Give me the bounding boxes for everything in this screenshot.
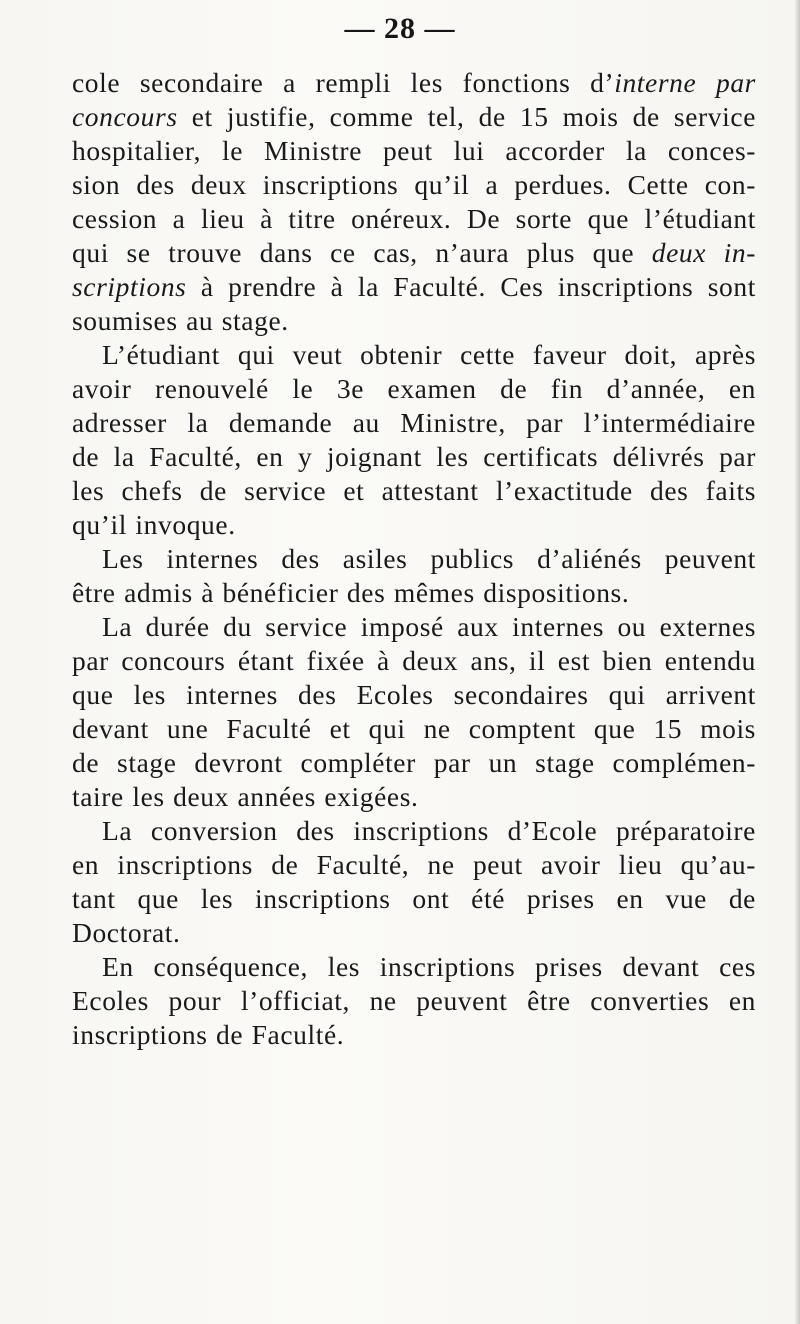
text-run: qu’il invoque. <box>72 509 236 540</box>
text-run: La durée du service imposé aux internes ou externes <box>102 611 756 642</box>
body-text <box>72 66 756 1052</box>
text-run: devant une Faculté et qui ne comptent que 15 mois <box>72 713 756 744</box>
text-run: hospitalier, le Ministre peut lui accorder la conces- <box>72 135 756 166</box>
text-line <box>72 236 756 270</box>
italic-text: interne par <box>614 67 756 98</box>
text-run: avoir renouvelé le 3e examen de fin d’année, en <box>72 373 756 404</box>
text-run: de stage devront compléter par un stage complémen- <box>72 747 756 778</box>
text-run: par concours étant fixée à deux ans, il est bien entendu <box>72 645 756 676</box>
text-run: La conversion des inscriptions d’Ecole préparatoire <box>102 815 756 846</box>
text-line <box>72 780 756 814</box>
text-run: à prendre à la Faculté. Ces inscriptions sont <box>186 271 756 302</box>
text-line <box>72 338 756 372</box>
text-line <box>72 576 756 610</box>
text-run: Ecoles pour l’officiat, ne peuvent être converties en <box>72 985 756 1016</box>
text-line <box>72 814 756 848</box>
text-line <box>72 916 756 950</box>
text-line <box>72 950 756 984</box>
text-line <box>72 100 756 134</box>
text-line <box>72 746 756 780</box>
text-line <box>72 508 756 542</box>
text-run: qui se trouve dans ce cas, n’aura plus que <box>72 237 652 268</box>
text-line <box>72 304 756 338</box>
text-line <box>72 678 756 712</box>
text-run: les chefs de service et attestant l’exactitude des faits <box>72 475 756 506</box>
text-line <box>72 440 756 474</box>
text-line <box>72 168 756 202</box>
text-run: et justifie, comme tel, de 15 mois de service <box>177 101 756 132</box>
text-line <box>72 712 756 746</box>
italic-text: concours <box>72 101 178 132</box>
page-number: — 28 — <box>344 12 456 45</box>
text-line <box>72 984 756 1018</box>
italic-text: scriptions <box>72 271 187 302</box>
text-line <box>72 644 756 678</box>
italic-text: deux in- <box>651 237 756 268</box>
text-run: tant que les inscriptions ont été prises en vue de <box>72 883 756 914</box>
text-line <box>72 542 756 576</box>
text-line <box>72 406 756 440</box>
text-run: adresser la demande au Ministre, par l’intermédiaire <box>72 407 756 438</box>
text-run: Doctorat. <box>72 917 181 948</box>
text-run: soumises au stage. <box>72 305 289 336</box>
text-line <box>72 134 756 168</box>
text-run: cession a lieu à titre onéreux. De sorte que l’étudiant <box>72 203 756 234</box>
text-run: cole secondaire a rempli les fonctions d’ <box>72 67 615 98</box>
text-run: En conséquence, les inscriptions prises devant ces <box>102 951 756 982</box>
text-line <box>72 66 756 100</box>
text-run: sion des deux inscriptions qu’il a perdues. Cette con- <box>72 169 756 200</box>
text-line <box>72 848 756 882</box>
text-run: L’étudiant qui veut obtenir cette faveur doit, après <box>102 339 756 370</box>
text-run: de la Faculté, en y joignant les certificats délivrés par <box>72 441 756 472</box>
text-line <box>72 1018 756 1052</box>
text-run: en inscriptions de Faculté, ne peut avoir lieu qu’au- <box>72 849 756 880</box>
text-line <box>72 372 756 406</box>
text-line <box>72 202 756 236</box>
text-run: taire les deux années exigées. <box>72 781 419 812</box>
text-run: inscriptions de Faculté. <box>72 1019 345 1050</box>
page-edge-shadow <box>794 0 800 1324</box>
text-line <box>72 882 756 916</box>
text-run: être admis à bénéficier des mêmes dispositions. <box>72 577 630 608</box>
text-line <box>72 610 756 644</box>
text-run: que les internes des Ecoles secondaires qui arrivent <box>72 679 756 710</box>
text-run: Les internes des asiles publics d’aliénés peuvent <box>102 543 756 574</box>
text-line <box>72 474 756 508</box>
text-line <box>72 270 756 304</box>
